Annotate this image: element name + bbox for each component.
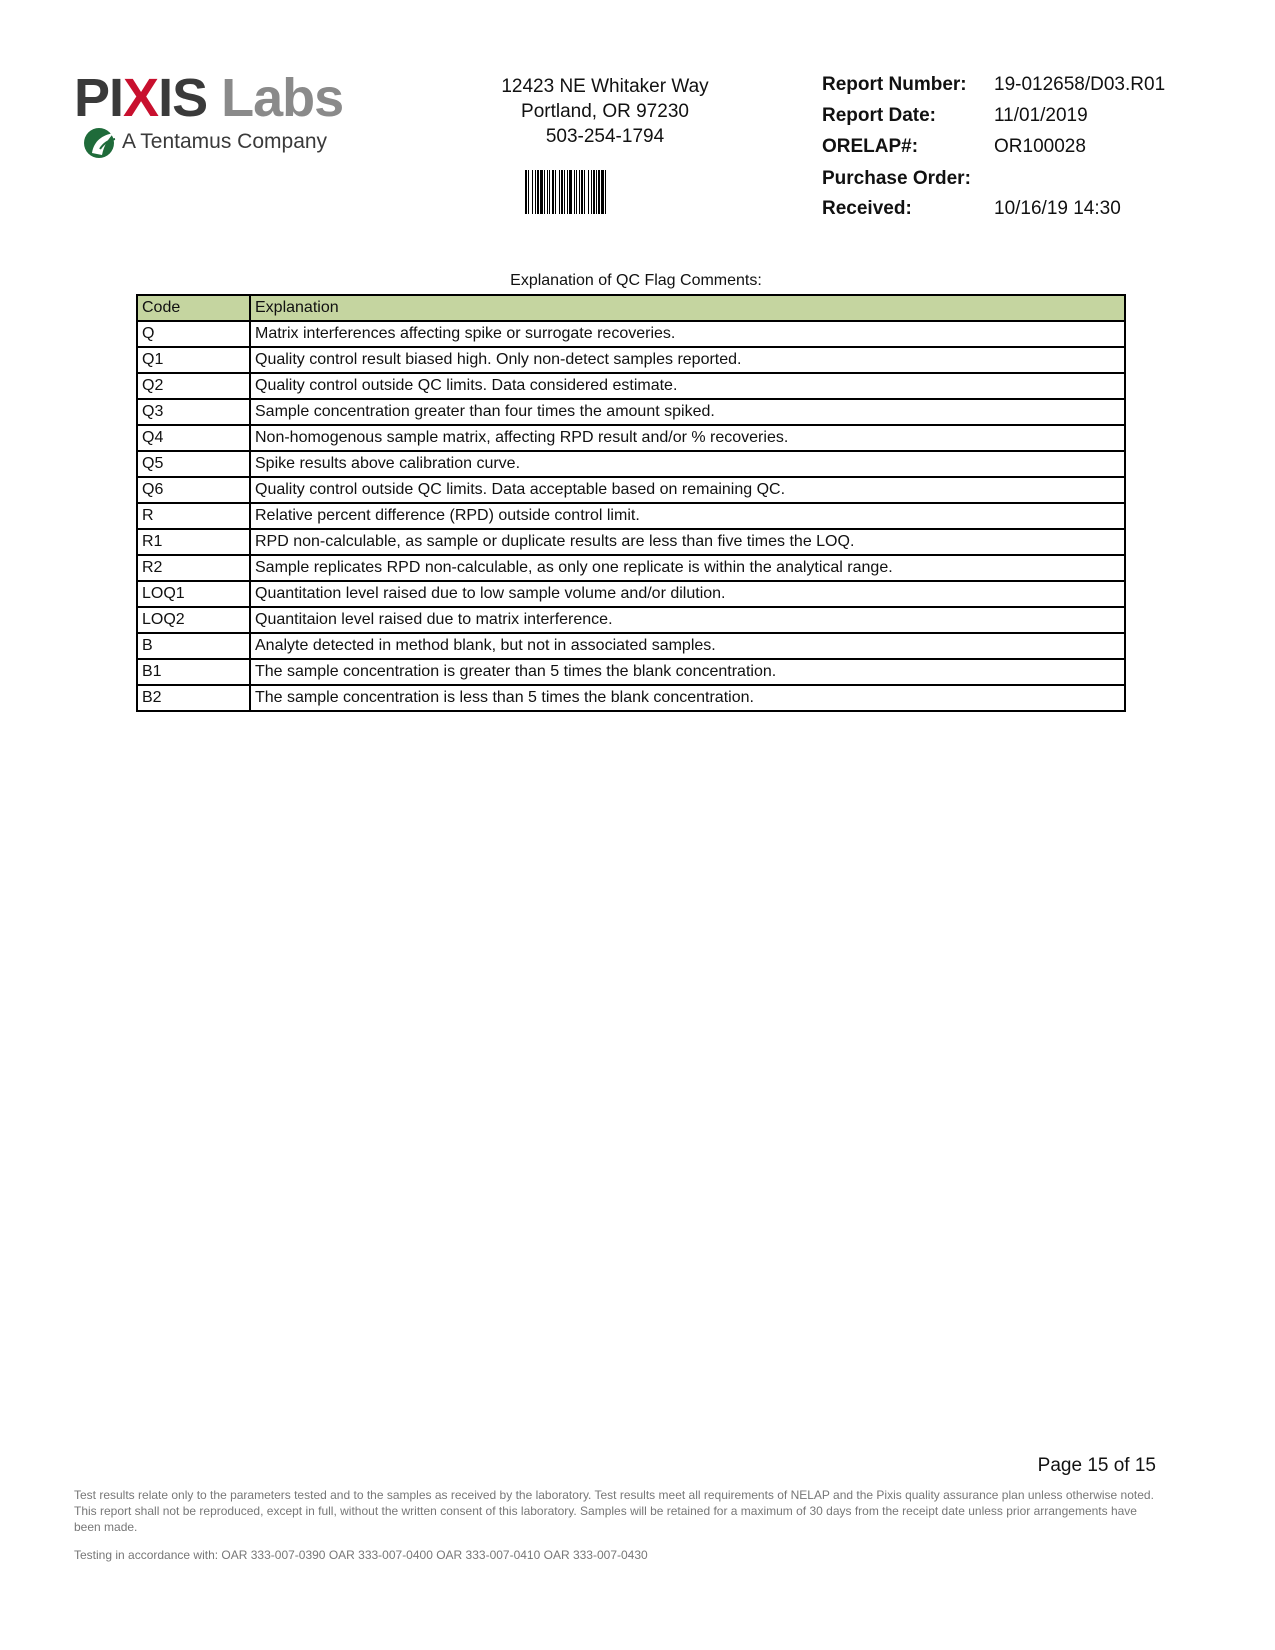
cell-explanation: Non-homogenous sample matrix, affecting RPD result and/or % recoveries.	[250, 425, 1125, 451]
brand-wordmark: PIXIS Labs	[74, 68, 344, 128]
table-row	[137, 425, 1125, 451]
cell-code: B	[137, 633, 250, 659]
address-city: Portland, OR 97230	[521, 101, 689, 122]
cell-explanation: RPD non-calculable, as sample or duplicate results are less than five times the LOQ.	[250, 529, 1125, 555]
cell-code: Q3	[137, 399, 250, 425]
table-row	[137, 503, 1125, 529]
table-row	[137, 633, 1125, 659]
cell-explanation: Quantitation level raised due to low sample volume and/or dilution.	[250, 581, 1125, 607]
cell-code: LOQ1	[137, 581, 250, 607]
cell-explanation: Spike results above calibration curve.	[250, 451, 1125, 477]
cell-code: Q6	[137, 477, 250, 503]
cell-code: Q1	[137, 347, 250, 373]
header-code: Code	[137, 295, 250, 321]
cell-code: Q5	[137, 451, 250, 477]
cell-explanation: Quality control result biased high. Only non-detect samples reported.	[250, 347, 1125, 373]
header-explanation: Explanation	[250, 295, 1125, 321]
cell-explanation: Quantitaion level raised due to matrix interference.	[250, 607, 1125, 633]
table-row	[137, 659, 1125, 685]
table-row	[137, 347, 1125, 373]
cell-code: R	[137, 503, 250, 529]
meta-report-date: Report Date: 11/01/2019	[822, 105, 1088, 126]
cell-code: Q2	[137, 373, 250, 399]
leaf-logo-icon	[80, 123, 118, 161]
table-row	[137, 451, 1125, 477]
cell-explanation: Analyte detected in method blank, but not in associated samples.	[250, 633, 1125, 659]
meta-received: Received: 10/16/19 14:30	[822, 198, 1121, 219]
barcode-icon	[525, 170, 667, 214]
qc-flag-table	[136, 294, 1126, 712]
cell-code: B1	[137, 659, 250, 685]
table-row	[137, 529, 1125, 555]
lab-address	[480, 74, 730, 149]
brand-tagline: A Tentamus Company	[80, 122, 327, 162]
meta-purchase-order: Purchase Order:	[822, 168, 971, 189]
cell-explanation: Quality control outside QC limits. Data considered estimate.	[250, 373, 1125, 399]
table-row	[137, 607, 1125, 633]
oar-compliance-text: Testing in accordance with: OAR 333-007-0390 OAR 333-007-0400 OAR 333-007-0410 OAR 333-007-0430	[74, 1548, 648, 1562]
table-title: Explanation of QC Flag Comments:	[510, 272, 762, 289]
cell-explanation: The sample concentration is less than 5 times the blank concentration.	[250, 685, 1125, 711]
cell-explanation: Relative percent difference (RPD) outside control limit.	[250, 503, 1125, 529]
cell-explanation: Sample replicates RPD non-calculable, as only one replicate is within the analytical range.	[250, 555, 1125, 581]
table-row	[137, 477, 1125, 503]
cell-explanation: The sample concentration is greater than 5 times the blank concentration.	[250, 659, 1125, 685]
table-row	[137, 373, 1125, 399]
cell-explanation: Quality control outside QC limits. Data acceptable based on remaining QC.	[250, 477, 1125, 503]
address-street: 12423 NE Whitaker Way	[501, 76, 709, 97]
cell-code: B2	[137, 685, 250, 711]
cell-code: LOQ2	[137, 607, 250, 633]
page-number: Page 15 of 15	[1037, 1455, 1156, 1476]
company-logo	[74, 70, 364, 160]
table-row	[137, 581, 1125, 607]
cell-code: R1	[137, 529, 250, 555]
table-row	[137, 321, 1125, 347]
table-row	[137, 555, 1125, 581]
table-row	[137, 399, 1125, 425]
table-header-row	[137, 295, 1125, 321]
meta-orelap: ORELAP#: OR100028	[822, 136, 1086, 157]
disclaimer-text: Test results relate only to the parameters tested and to the samples as received by the laboratory. Test results meet all requirements of NELAP and the Pixis quality assurance plan unless otherwise noted. This report shall not be reproduced, except in full, without the written consent of this laboratory. Samples will be retained for a maximum of 30 days from the receipt date unless prior arrangements have been made.	[74, 1488, 1154, 1534]
cell-explanation: Sample concentration greater than four times the amount spiked.	[250, 399, 1125, 425]
meta-report-number: Report Number: 19-012658/D03.R01	[822, 74, 1166, 95]
cell-code: Q	[137, 321, 250, 347]
table-row	[137, 685, 1125, 711]
address-phone: 503-254-1794	[545, 126, 665, 147]
cell-explanation: Matrix interferences affecting spike or surrogate recoveries.	[250, 321, 1125, 347]
cell-code: Q4	[137, 425, 250, 451]
cell-code: R2	[137, 555, 250, 581]
